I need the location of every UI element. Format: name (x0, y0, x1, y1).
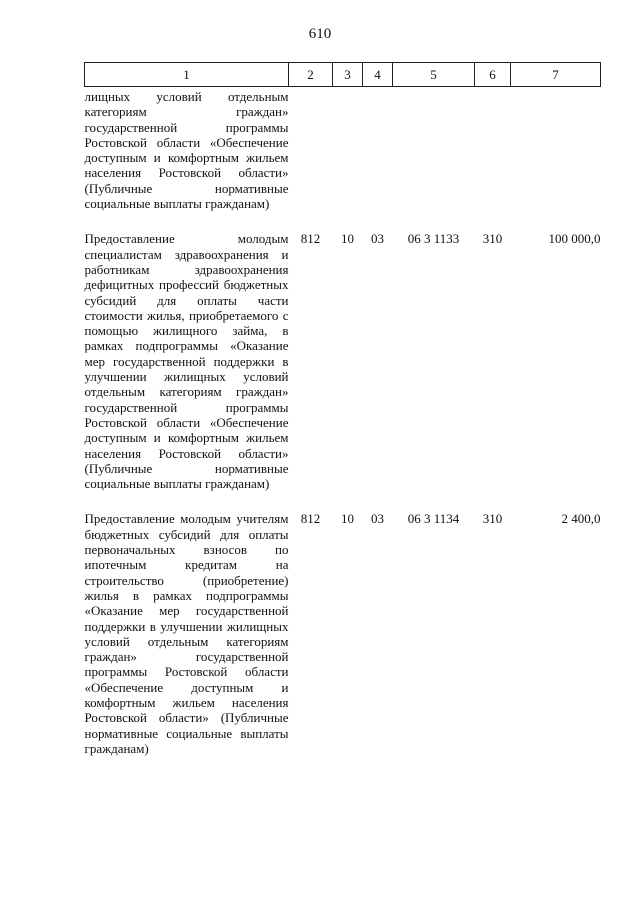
row-ministry-code: 812 (300, 511, 321, 527)
header-col-4: 4 (363, 63, 393, 87)
header-col-7: 7 (511, 63, 601, 87)
table-row (85, 211, 601, 491)
row-description: Предоставление молодым учителям бюджетных субсидий для оплаты первоначальных взносов по ипотечным кредитам на строительство (приобретение) жилья в рамках подпрограммы «Оказание мер государственной поддержки в улучшении жилищных условий отдельным категориям граждан» государственной программы Ростовской области «Обеспечение доступным и комфортным жильем населения Ростовской области» (Публичные нормативные социальные выплаты гражданам) (84, 511, 289, 756)
header-col-2: 2 (289, 63, 333, 87)
table-row (85, 87, 601, 212)
row-section-code (333, 87, 363, 212)
header-col-1: 1 (85, 63, 289, 87)
row-section-code: 10 (341, 231, 354, 247)
row-description: Предоставление молодым специалистам здравоохранения и работникам здравоохранения дефицитных профессий бюджетных субсидий для оплаты части стоимости жилья, приобретаемого с помощью жилищного займа, в рамках подпрограммы «Оказание мер государственной поддержки в улучшении жилищных условий отдельным категориям граждан» государственной программы Ростовской области «Обеспечение доступным и комфортным жильем населения Ростовской области» (Публичные нормативные социальные выплаты гражданам) (84, 231, 289, 492)
row-amount: 100 000,0 (548, 231, 601, 247)
row-ministry-code (289, 87, 333, 212)
row-amount: 2 400,0 (561, 511, 601, 527)
row-subsection-code: 03 (371, 231, 384, 247)
row-expense-type (475, 87, 511, 212)
row-target-article: 06 3 1134 (407, 511, 460, 527)
table-row (85, 491, 601, 756)
table-header-row (85, 63, 601, 87)
row-section-code: 10 (341, 511, 354, 527)
row-subsection-code (363, 87, 393, 212)
row-expense-type: 310 (482, 511, 503, 527)
header-col-5: 5 (393, 63, 475, 87)
page-number: 610 (308, 26, 332, 42)
row-amount (511, 87, 601, 212)
row-target-article (393, 87, 475, 212)
row-subsection-code: 03 (371, 511, 384, 527)
row-target-article: 06 3 1133 (407, 231, 460, 247)
row-expense-type: 310 (482, 231, 503, 247)
row-description: лищных условий отдельным категориям граждан» государственной программы Ростовской области «Обеспечение доступным и комфортным жильем населения Ростовской области» (Публичные нормативные социальные выплаты гражданам) (84, 89, 289, 212)
budget-table (84, 62, 601, 756)
header-col-6: 6 (475, 63, 511, 87)
row-ministry-code: 812 (300, 231, 321, 247)
header-col-3: 3 (333, 63, 363, 87)
